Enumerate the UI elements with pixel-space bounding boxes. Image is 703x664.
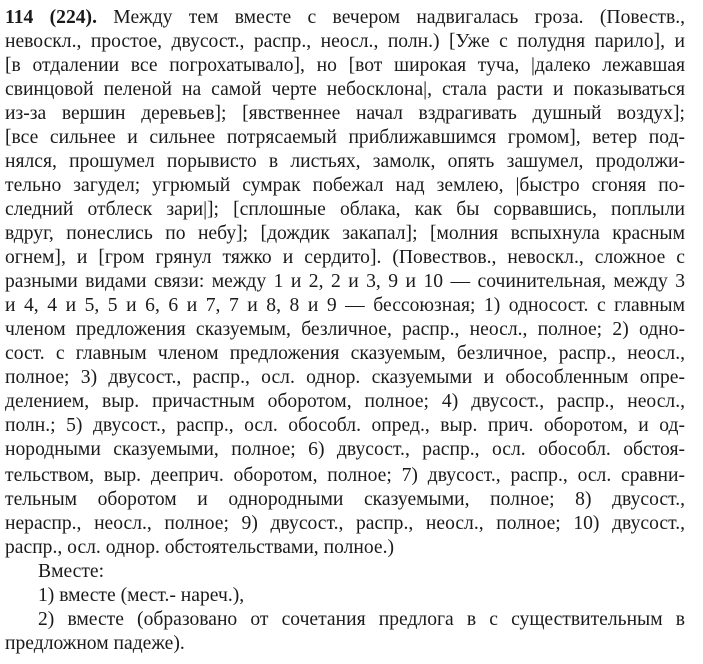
exercise-line: огнем], и [гром грянул тяжко и сердито]. (Повествов., невоскл., сложное с [5,247,685,268]
exercise-line: полное; 3) двусост., распр., осл. однор. сказуемыми и обособленным опре- [5,367,685,388]
exercise-line: и 4, 4 и 5, 5 и 6, 6 и 7, 7 и 8, 8 и 9 — бессоюзная; 1) односост. с главным [5,295,685,316]
exercise-line: тельным оборотом и однородными сказуемыми, полное; 8) двусост., [5,489,685,510]
exercise-line: [все сильнее и сильнее потрясаемый приближавшимся громом], ветер под- [5,127,685,148]
exercise-line-1-text: Между тем вместе с вечером надвигалась гроза. (Повеств., [113,7,685,28]
exercise-line: полн.; 5) двусост., распр., осл. обособл. опред., выр. прич. оборотом, и од- [5,415,685,436]
vmeste-item-2-line-1: 2) вместе (образовано от сочетания предлога в с существительным в [38,609,685,630]
exercise-line: разными видами связи: между 1 и 2, 2 и 3, 9 и 10 — сочинительная, между 3 [5,271,685,292]
exercise-line: сост. с главным членом предложения сказуемым, безличное, распр., неосл., [5,343,685,364]
exercise-number: 114 (224). [5,7,97,28]
exercise-line: тельством, выр. дееприч. оборотом, полное; 7) двусост., распр., осл. сравни- [5,465,685,486]
exercise-line: вдруг, понеслись по небу]; [дождик закапал]; [молния вспыхнула красным [5,223,685,244]
exercise-line: невоскл., простое, двусост., распр., неосл., полн.) [Уже с полудня парило], и [5,31,685,52]
exercise-line: членом предложения сказуемым, безличное, распр., неосл., полное; 2) одно- [5,319,685,340]
exercise-line: нераспр., неосл., полное; 9) двусост., распр., неосл., полное; 10) двусост., [5,513,685,534]
exercise-line: тельно загудел; угрюмый сумрак побежал над землею, |быстро сгоняя по- [5,175,685,196]
exercise-line: нородными сказуемыми, полное; 6) двусост., распр., осл. обособл. обстоя- [5,439,685,460]
exercise-line: делением, выр. причастным оборотом, полное; 4) двусост., распр., неосл., [5,391,685,412]
exercise-line: из-за вершин деревьев]; [явственнее начал вздрагивать душный воздух]; [5,103,685,124]
vmeste-item-2-line-2: предложном падеже). [5,633,185,654]
vmeste-heading: Вместе: [38,561,105,582]
exercise-line-1 [5,6,685,30]
exercise-line: [в отдалении все погрохатывало], но [вот широкая туча, |далеко лежавшая [5,55,685,76]
exercise-line: свинцовой пеленой на самой черте небосклона|, стала расти и показываться [5,79,685,100]
vmeste-item-1: 1) вместе (мест.- нареч.), [38,585,245,606]
exercise-line: следний отблеск зари|]; [сплошные облака, как бы сорвавшись, поплыли [5,199,685,220]
exercise-line: нялся, прошумел порывисто в листьях, замолк, опять зашумел, продолжи- [5,151,685,172]
exercise-line: распр., осл. однор. обстоятельствами, полное.) [5,537,395,558]
